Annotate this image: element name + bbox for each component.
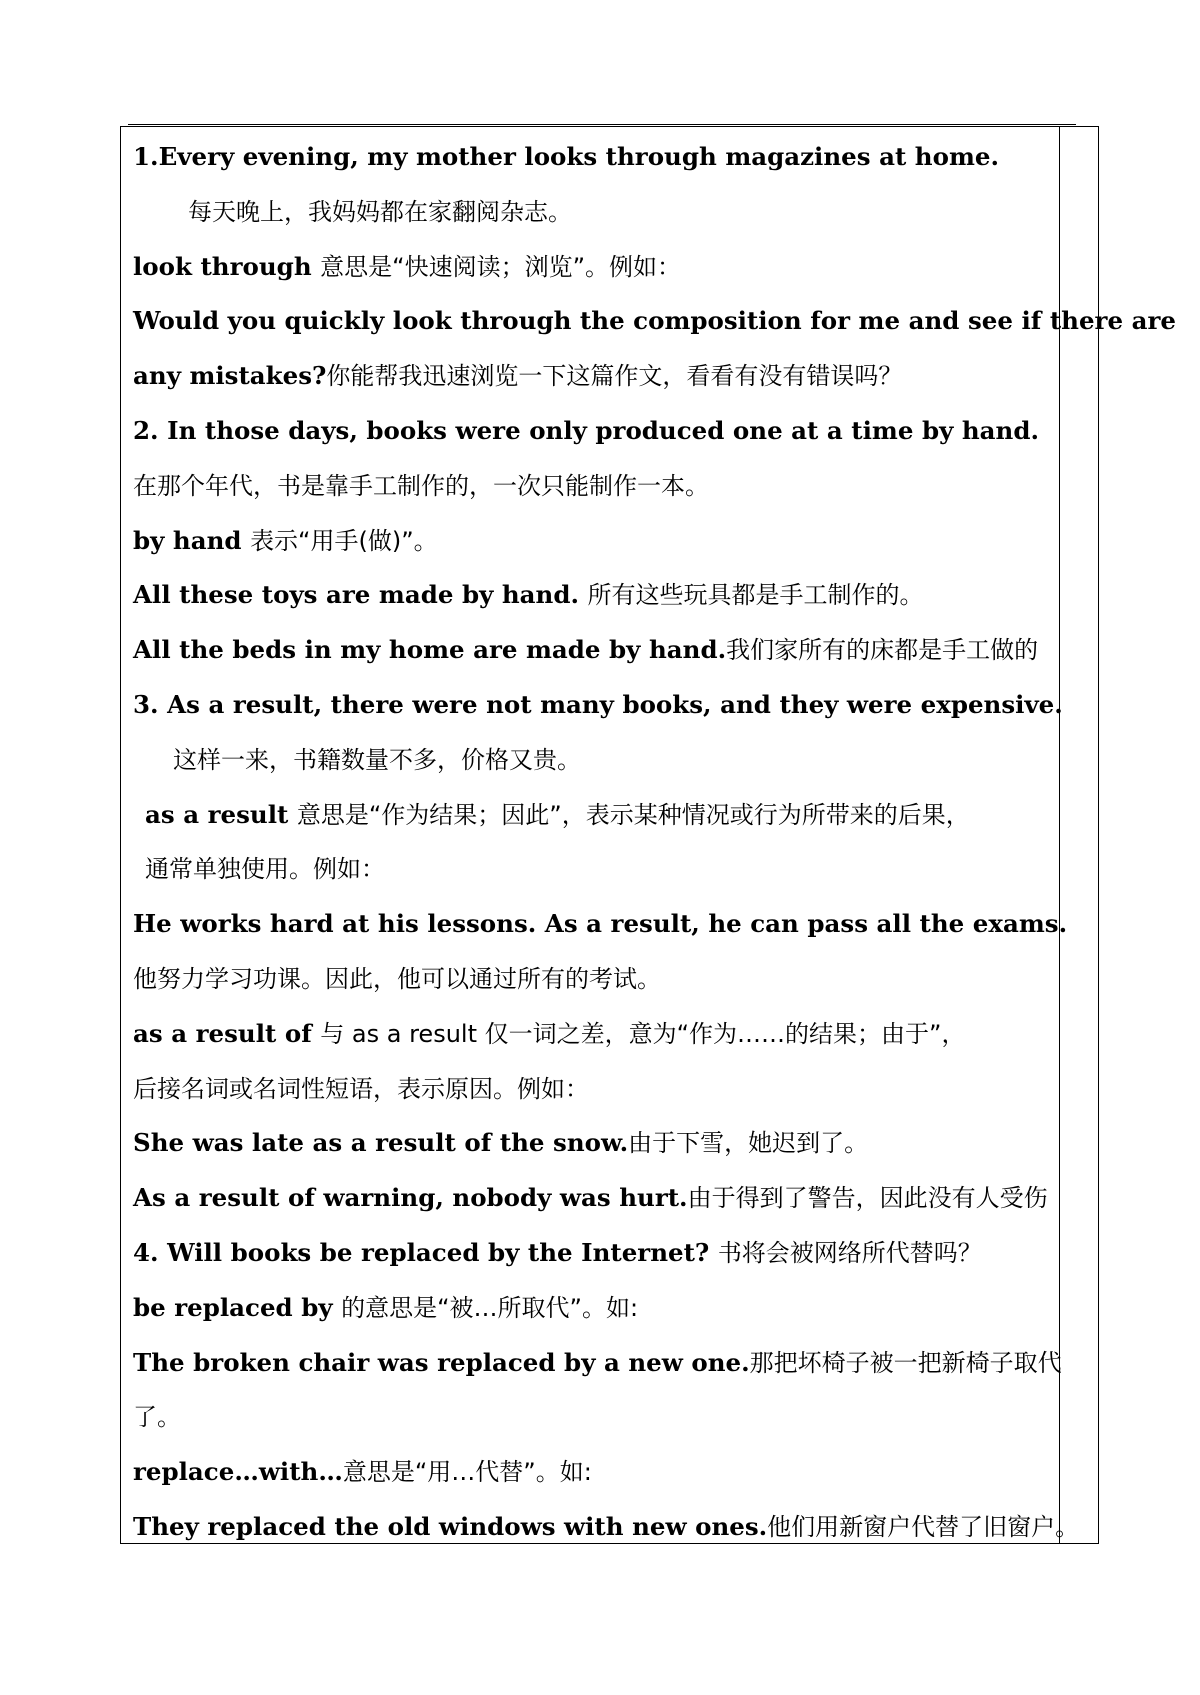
table-column-divider bbox=[1059, 126, 1060, 1544]
line-6: 2. In those days, books were only produced one at a time by hand. bbox=[133, 415, 1040, 445]
line-8: by hand 表示“用手(做)”。 bbox=[133, 525, 438, 555]
line-20: As a result of warning, nobody was hurt.由于得到了警告，因此没有人受伤 bbox=[133, 1183, 1048, 1213]
line-26: They replaced the old windows with new ones.他们用新窗户代替了旧窗户。 bbox=[133, 1511, 1080, 1541]
line-4: Would you quickly look through the composition for me and see if there are bbox=[133, 306, 1176, 336]
line-2: 每天晚上，我妈妈都在家翻阅杂志。 bbox=[188, 197, 572, 226]
line-13: as a result 意思是“作为结果；因此”，表示某种情况或行为所带来的后果， bbox=[145, 799, 970, 829]
document-content bbox=[133, 130, 1176, 1555]
line-1: 1.Every evening, my mother looks through magazines at home. bbox=[133, 142, 1000, 171]
line-3: look through 意思是“快速阅读；浏览”。例如： bbox=[133, 251, 682, 281]
line-23: The broken chair was replaced by a new one.那把坏椅子被一把新椅子取代 bbox=[133, 1347, 1062, 1377]
line-5: any mistakes?你能帮我迅速浏览一下这篇作文，看看有没有错误吗？ bbox=[133, 361, 903, 391]
line-11: 3. As a result, there were not many books, and they were expensive. bbox=[133, 689, 1063, 719]
line-7: 在那个年代，书是靠手工制作的，一次只能制作一本。 bbox=[133, 471, 709, 500]
line-15: He works hard at his lessons. As a result, he can pass all the exams. bbox=[133, 909, 1068, 939]
line-10: All the beds in my home are made by hand.我们家所有的床都是手工做的 bbox=[133, 635, 1039, 665]
line-24: 了。 bbox=[133, 1403, 181, 1432]
line-19: She was late as a result of the snow.由于下雪，她迟到了。 bbox=[133, 1128, 869, 1158]
line-16: 他努力学习功课。因此，他可以通过所有的考试。 bbox=[133, 964, 661, 993]
line-12: 这样一来，书籍数量不多，价格又贵。 bbox=[173, 745, 581, 774]
line-22: be replaced by 的意思是“被…所取代”。如: bbox=[133, 1292, 639, 1322]
line-17: as a result of 与 as a result 仅一词之差，意为“作为……的结果；由于”， bbox=[133, 1018, 966, 1048]
line-18: 后接名词或名词性短语，表示原因。例如： bbox=[133, 1074, 589, 1103]
line-9: All these toys are made by hand. 所有这些玩具都是手工制作的。 bbox=[133, 580, 924, 610]
line-21: 4. Will books be replaced by the Internet? 书将会被网络所代替吗？ bbox=[133, 1237, 982, 1267]
top-rule bbox=[128, 124, 1076, 125]
line-25: replace…with…意思是“用…代替”。如: bbox=[133, 1457, 592, 1487]
line-14: 通常单独使用。例如： bbox=[145, 855, 385, 884]
